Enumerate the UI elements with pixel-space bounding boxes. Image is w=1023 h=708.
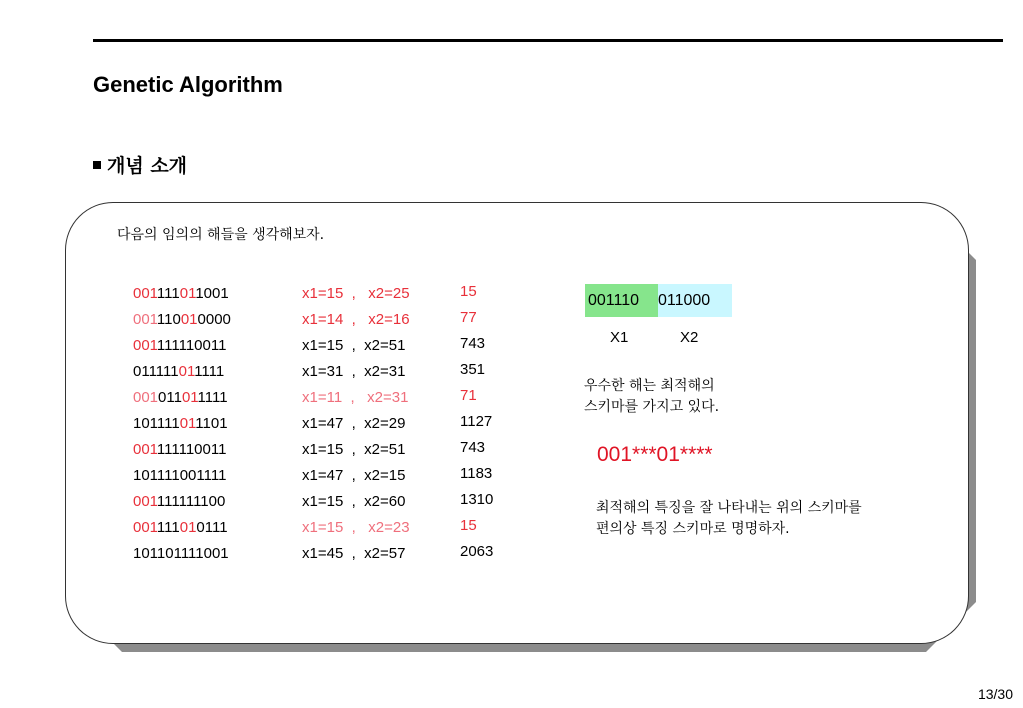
bit-segment: 001 — [133, 493, 157, 510]
bit-segment: 01 — [179, 519, 197, 536]
fitness-row: 15 — [460, 517, 477, 534]
bit-segment: 001 — [133, 441, 157, 458]
bitstring-row — [133, 463, 231, 489]
bit-segment: 111 — [156, 519, 180, 536]
fitness-row: 743 — [460, 335, 486, 352]
fitness-column — [460, 279, 493, 565]
encoding-box — [585, 284, 732, 317]
description — [584, 376, 719, 418]
bit-segment: 001 — [133, 285, 157, 302]
decoded-row: x1=15 , x2=25 — [302, 285, 410, 302]
bit-segment: 011111 — [133, 363, 179, 380]
bitstring-row — [133, 359, 231, 385]
bit-segment: 111110011 — [156, 441, 227, 458]
decoded-column — [302, 281, 410, 567]
bit-segment: 01 — [181, 389, 198, 406]
square-bullet-icon — [93, 161, 101, 169]
fitness-row: 2063 — [460, 543, 494, 560]
bit-segment: 001 — [133, 389, 159, 406]
bit-segment: 101101111001 — [133, 545, 229, 562]
schema-text: 001***01**** — [597, 443, 713, 466]
bit-segment: 0000 — [197, 311, 231, 328]
bit-segment: 001 — [133, 519, 157, 536]
slide-title: Genetic Algorithm — [93, 72, 283, 97]
fitness-row: 1183 — [460, 465, 493, 482]
x2-label: X2 — [680, 329, 699, 346]
bitstring-row — [133, 281, 231, 307]
decoded-row: x1=45 , x2=57 — [302, 545, 406, 562]
fitness-row: 743 — [460, 439, 486, 456]
fitness-row: 1127 — [460, 413, 493, 430]
bit-segment: 1101 — [195, 415, 228, 432]
bitstring-row — [133, 385, 231, 411]
decoded-row: x1=15 , x2=23 — [302, 519, 410, 536]
header-rule — [93, 39, 1003, 42]
x2-bits: 011000 — [658, 284, 732, 317]
bit-segment: 111111100 — [156, 493, 226, 510]
bitstring-row — [133, 307, 231, 333]
decoded-row: x1=15 , x2=51 — [302, 337, 406, 354]
bitstring-row — [133, 411, 231, 437]
fitness-row: 71 — [460, 387, 477, 404]
bitstring-column — [133, 281, 231, 567]
schema-description-line: 최적해의 특징을 잘 나타내는 위의 스키마를 — [596, 500, 862, 516]
section-heading — [93, 151, 187, 178]
bitstring-row — [133, 541, 231, 567]
decoded-row: x1=14 , x2=16 — [302, 311, 410, 328]
bitstring-row — [133, 489, 231, 515]
fitness-row: 1310 — [460, 491, 494, 508]
bit-segment: 1111 — [197, 389, 228, 406]
fitness-row: 77 — [460, 309, 477, 326]
bitstring-row — [133, 437, 231, 463]
schema-description — [596, 498, 862, 540]
bit-segment: 111110011 — [156, 337, 227, 354]
decoded-row: x1=15 , x2=51 — [302, 441, 406, 458]
fitness-row: 351 — [460, 361, 486, 378]
decoded-row: x1=47 , x2=29 — [302, 415, 406, 432]
x1-label: X1 — [610, 329, 629, 346]
bit-segment: 01 — [179, 415, 196, 432]
bit-segment: 1001 — [195, 285, 229, 302]
page-number: 13/30 — [977, 686, 1013, 702]
bit-segment: 110 — [156, 311, 181, 328]
bit-segment: 101111 — [133, 415, 180, 432]
bitstring-row — [133, 515, 231, 541]
decoded-row: x1=11 , x2=31 — [302, 389, 409, 406]
x1-bits: 001110 — [585, 284, 658, 317]
section-label: 개념 소개 — [107, 155, 188, 177]
bitstring-row — [133, 333, 231, 359]
bit-segment: 001 — [133, 311, 157, 328]
bit-segment: 01 — [178, 363, 195, 380]
decoded-row: x1=15 , x2=60 — [302, 493, 406, 510]
bit-segment: 001 — [133, 337, 157, 354]
bit-segment: 0111 — [196, 519, 228, 536]
description-line: 우수한 해는 최적해의 — [584, 378, 715, 394]
bit-segment: 01 — [180, 311, 198, 328]
bit-segment: 1111 — [194, 363, 225, 380]
decoded-row: x1=31 , x2=31 — [302, 363, 406, 380]
bit-segment: 011 — [158, 389, 182, 406]
schema-description-line: 편의상 특징 스키마로 명명하자. — [596, 521, 790, 537]
description-line: 스키마를 가지고 있다. — [584, 399, 720, 415]
bit-segment: 01 — [179, 285, 196, 302]
bit-segment: 111 — [156, 285, 180, 302]
fitness-row: 15 — [460, 283, 477, 300]
decoded-row: x1=47 , x2=15 — [302, 467, 406, 484]
bit-segment: 101111001111 — [133, 467, 227, 484]
intro-text: 다음의 임의의 해들을 생각해보자. — [117, 227, 325, 243]
